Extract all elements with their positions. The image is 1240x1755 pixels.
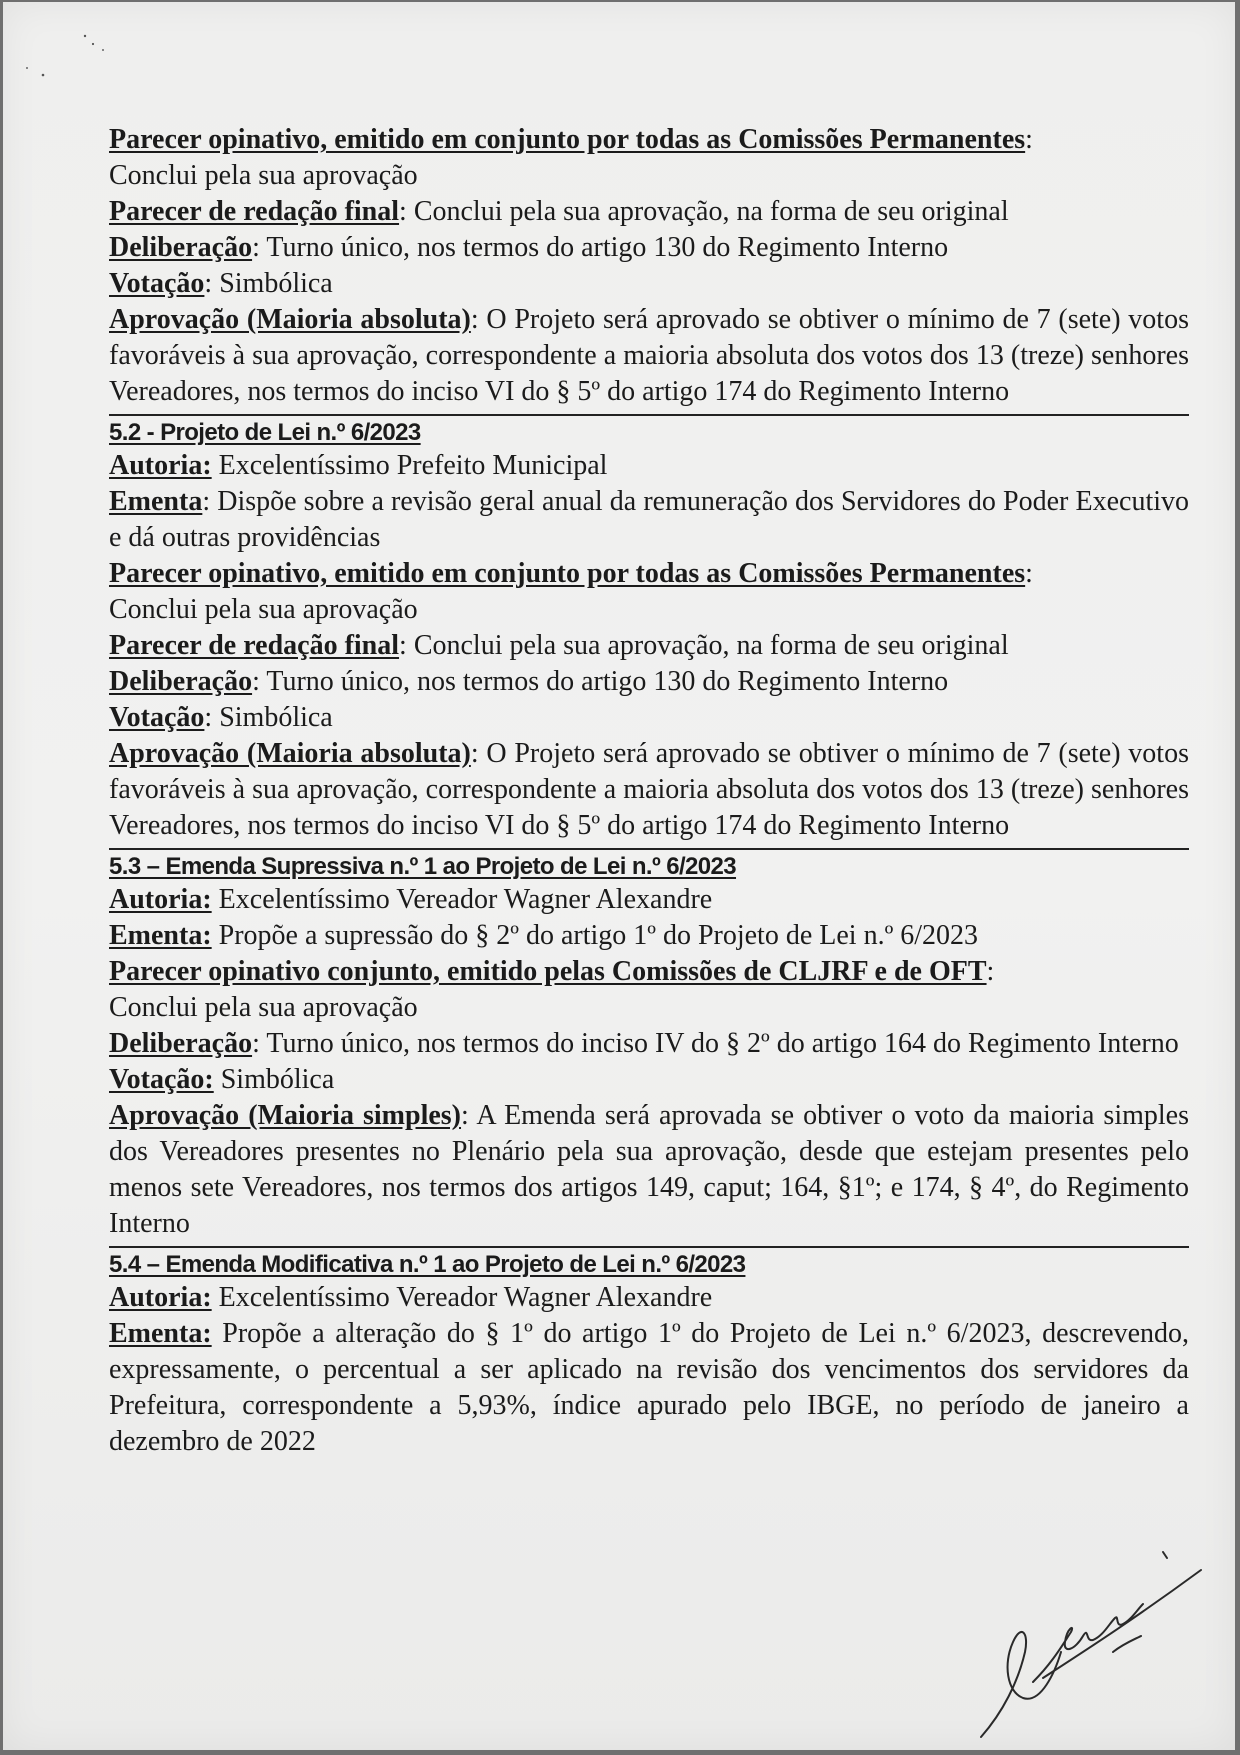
section-5-3 xyxy=(109,852,1189,1242)
field-deliberacao: Deliberação: Turno único, nos termos do artigo 130 do Regimento Interno xyxy=(109,232,949,263)
document-content xyxy=(109,122,1189,1460)
field-aprovacao: Aprovação (Maioria absoluta): O Projeto será aprovado se obtiver o mínimo de 7 (sete) votos favoráveis à sua aprovação, correspondente a maioria absoluta dos votos dos 13 (treze) senhores Vereadores, nos termos do inciso VI do § 5º do artigo 174 do Regimento Interno xyxy=(109,304,1189,407)
section-divider xyxy=(109,848,1189,850)
section-heading: 5.3 – Emenda Supressiva n.º 1 ao Projeto de Lei n.º 6/2023 xyxy=(109,853,737,880)
field-parecer-opinativo: Parecer opinativo, emitido em conjunto por todas as Comissões Permanentes: Conclui pela sua aprovação xyxy=(109,558,1033,625)
field-autoria: Autoria: Excelentíssimo Vereador Wagner Alexandre xyxy=(109,1282,713,1313)
field-deliberacao: Deliberação: Turno único, nos termos do inciso IV do § 2º do artigo 164 do Regimento Interno xyxy=(109,1028,1179,1059)
handwritten-signature xyxy=(963,1532,1223,1752)
field-votacao: Votação: Simbólica xyxy=(109,1064,335,1095)
document-page xyxy=(3,2,1235,1750)
field-votacao: Votação: Simbólica xyxy=(109,702,333,733)
section-divider xyxy=(109,414,1189,416)
section-heading: 5.4 – Emenda Modificativa n.º 1 ao Projeto de Lei n.º 6/2023 xyxy=(109,1251,746,1278)
section-5-2 xyxy=(109,418,1189,844)
section-divider xyxy=(109,1246,1189,1248)
field-autoria: Autoria: Excelentíssimo Prefeito Municipal xyxy=(109,450,608,481)
field-parecer-redacao-final: Parecer de redação final: Conclui pela sua aprovação, na forma de seu original xyxy=(109,630,1009,661)
field-ementa: Ementa: Propõe a alteração do § 1º do artigo 1º do Projeto de Lei n.º 6/2023, descrevendo, expressamente, o percentual a ser aplicado na revisão dos vencimentos dos servidores da Prefeitura, correspondente a 5,93%, índice apurado pelo IBGE, no período de janeiro a dezembro de 2022 xyxy=(109,1318,1189,1457)
field-deliberacao: Deliberação: Turno único, nos termos do artigo 130 do Regimento Interno xyxy=(109,666,949,697)
field-parecer-opinativo: Parecer opinativo, emitido em conjunto por todas as Comissões Permanentes: Conclui pela sua aprovação xyxy=(109,124,1033,191)
section-5-1-continuation xyxy=(109,122,1189,410)
field-ementa: Ementa: Dispõe sobre a revisão geral anual da remuneração dos Servidores do Poder Executivo e dá outras providências xyxy=(109,486,1189,553)
scan-specks xyxy=(13,22,123,102)
field-ementa: Ementa: Propõe a supressão do § 2º do artigo 1º do Projeto de Lei n.º 6/2023 xyxy=(109,920,979,951)
field-aprovacao: Aprovação (Maioria absoluta): O Projeto será aprovado se obtiver o mínimo de 7 (sete) votos favoráveis à sua aprovação, correspondente a maioria absoluta dos votos dos 13 (treze) senhores Vereadores, nos termos do inciso VI do § 5º do artigo 174 do Regimento Interno xyxy=(109,738,1189,841)
field-votacao: Votação: Simbólica xyxy=(109,268,333,299)
field-aprovacao: Aprovação (Maioria simples): A Emenda será aprovada se obtiver o voto da maioria simples dos Vereadores presentes no Plenário pela sua aprovação, desde que estejam presentes pelo menos sete Vereadores, nos termos dos artigos 149, caput; 164, §1º; e 174, § 4º, do Regimento Interno xyxy=(109,1100,1189,1239)
field-parecer-redacao-final: Parecer de redação final: Conclui pela sua aprovação, na forma de seu original xyxy=(109,196,1009,227)
field-autoria: Autoria: Excelentíssimo Vereador Wagner Alexandre xyxy=(109,884,713,915)
field-parecer-opinativo: Parecer opinativo conjunto, emitido pelas Comissões de CLJRF e de OFT: Conclui pela sua aprovação xyxy=(109,956,995,1023)
section-5-4 xyxy=(109,1250,1189,1460)
section-heading: 5.2 - Projeto de Lei n.º 6/2023 xyxy=(109,419,421,446)
